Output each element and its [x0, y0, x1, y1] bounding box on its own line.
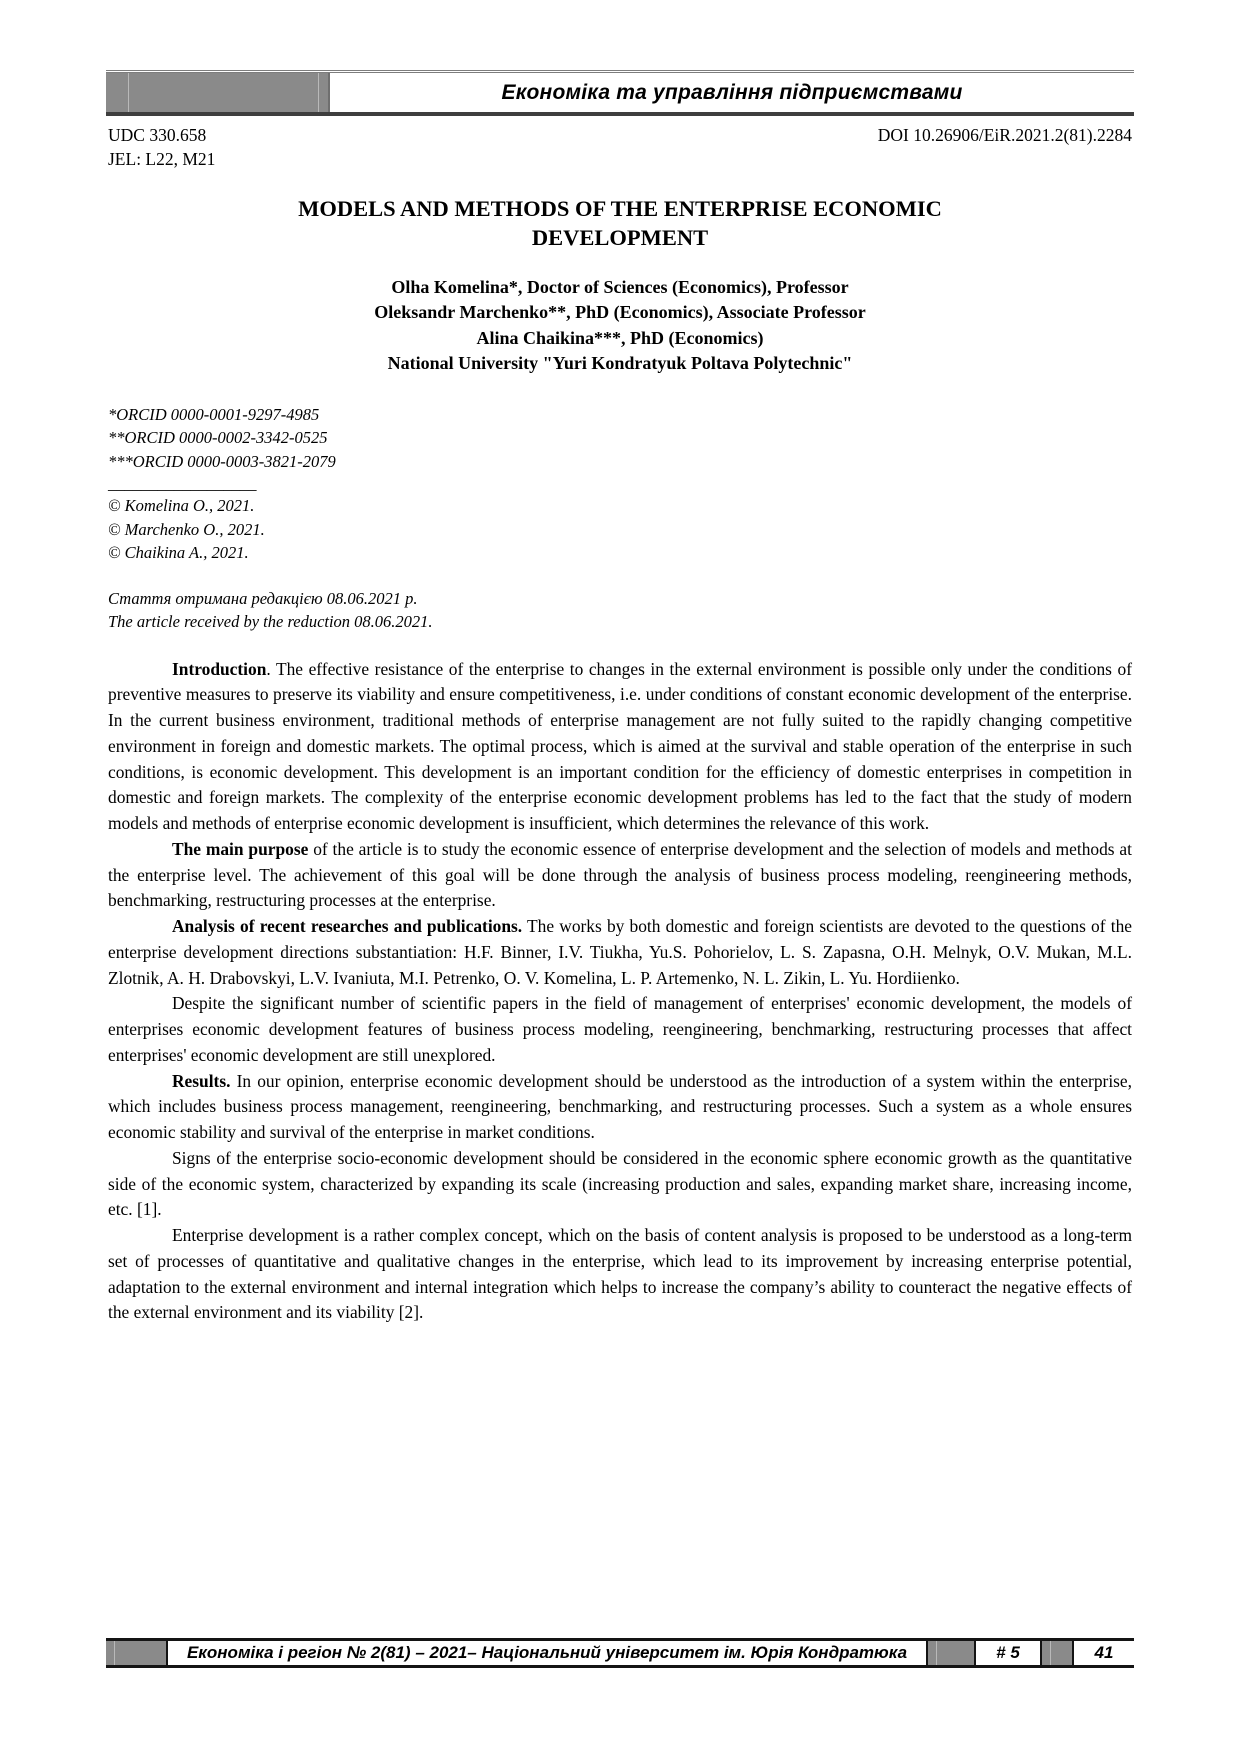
paragraph-text: In our opinion, enterprise economic development should be understood as the introduction of a system within the enterprise, which includes business process management, reengineering, benchmarking, and restructuring processes. Such a system as a whole ensures economic stability and survival of the enterprise in market conditions. [108, 1070, 1132, 1143]
jel-code: JEL: L22, M21 [108, 148, 216, 169]
copyright-block [108, 494, 1132, 564]
orcid-line: ***ORCID 0000-0003-3821-2079 [108, 451, 336, 471]
article-title-line-2: DEVELOPMENT [531, 225, 709, 251]
udc-code: UDC 330.658 [108, 125, 207, 145]
author-line: Oleksandr Marchenko**, PhD (Economics), Associate Professor [374, 302, 866, 323]
copyright-line: © Komelina O., 2021. [108, 496, 255, 516]
classification-codes [108, 124, 215, 171]
footer-gray-cell [1040, 1641, 1074, 1665]
page-footer-bar [106, 1638, 1134, 1668]
paragraph-lead: Results. [172, 1070, 231, 1091]
orcid-line: *ORCID 0000-0001-9297-4985 [108, 405, 320, 425]
header-gray-cell [106, 73, 330, 112]
article-title [108, 195, 1132, 253]
paragraph-text: of the article is to study the economic essence of enterprise development and the selection of models and methods at the enterprise level. The achievement of this goal will be done through the analysis of business process modeling, reengineering methods, benchmarking, restructuring processes at the enterprise. [108, 838, 1132, 911]
orcid-line: **ORCID 0000-0002-3342-0525 [108, 428, 328, 448]
section-title: Економіка та управління підприємствами [330, 73, 1134, 112]
doi-code: DOI 10.26906/EiR.2021.2(81).2284 [877, 125, 1132, 145]
affiliation-line: National University "Yuri Kondratyuk Poltava Polytechnic" [387, 353, 853, 374]
paragraph-text: The works by both domestic and foreign scientists are devoted to the questions of the enterprise development directions substantiation: H.F. Binner, I.V. Tiukha, Yu.S. Pohorielov, L. S. Zapasna, O.H. Melnyk, O.V. Mukan, M.L. Zlotnik, A. H. Drabovskyi, L.V. Ivaniuta, M.I. Petrenko, O. V. Komelina, L. P. Artemenko, N. L. Zikin, L. Yu. Hordiienko. [108, 916, 1132, 988]
author-line: Olha Komelina*, Doctor of Sciences (Economics), Professor [391, 276, 849, 297]
orcid-block [108, 403, 1132, 473]
paragraph-text: Despite the significant number of scientific papers in the field of management of enterprises' economic development, the models of enterprises economic development features of business process modeling, reengineering, benchmarking, restructuring processes that affect enterprises' economic development are still unexplored. [108, 993, 1132, 1065]
article-meta-row [108, 124, 1132, 171]
footer-issue-number: # 5 [976, 1641, 1040, 1665]
paragraph-analysis [108, 914, 1132, 991]
paragraph-text: Enterprise development is a rather complex concept, which on the basis of content analysis is proposed to be understood as a long-term set of processes of quantitative and qualitative changes in the enterprise, which lead to its improvement by increasing enterprise potential, adaptation to the external environment and internal integration which helps to increase the company’s ability to counteract the negative effects of the external environment and its viability [2]. [108, 1225, 1132, 1323]
footer-page-number: 41 [1074, 1641, 1134, 1665]
paragraph-introduction [108, 657, 1132, 837]
paragraph-signs [108, 1146, 1132, 1223]
paragraph-main-purpose [108, 837, 1132, 914]
paragraph-lead: Introduction [172, 658, 267, 679]
paragraph-text: Signs of the enterprise socio-economic development should be considered in the economic sphere economic growth as the quantitative side of the economic system, characterized by expanding its scale (increasing production and sales, expanding market share, increasing income, etc. [1]. [108, 1147, 1132, 1220]
author-line: Alina Chaikina***, PhD (Economics) [476, 327, 764, 348]
page-content [108, 124, 1132, 1326]
paragraph-enterprise-development [108, 1223, 1132, 1326]
paragraph-text: . The effective resistance of the enterprise to changes in the external environment is possible only under the conditions of preventive measures to preserve its viability and ensure competitiveness, i.e. under conditions of constant economic development of the enterprise. In the current business environment, traditional methods of enterprise management are not fully suited to the rapidly changing competitive environment in foreign and domestic markets. The optimal process, which is aimed at the survival and stable operation of the enterprise in such conditions, is economic development. This development is an important condition for the efficiency of domestic enterprises in competition in domestic and foreign markets. The complexity of the enterprise economic development problems has led to the fact that the study of modern models and methods of enterprise economic development is insufficient, which determines the relevance of this work. [108, 658, 1132, 834]
paragraph-despite [108, 991, 1132, 1068]
received-date-ua: Стаття отримана редакцією 08.06.2021 р. [108, 588, 418, 608]
paragraph-lead: The main purpose [172, 838, 309, 859]
article-body [108, 657, 1132, 1327]
paragraph-results [108, 1069, 1132, 1146]
article-title-line-1: MODELS AND METHODS OF THE ENTERPRISE ECONOMIC [298, 196, 942, 222]
received-block [108, 587, 1132, 634]
copyright-line: © Marchenko O., 2021. [108, 519, 265, 539]
copyright-line: © Chaikina A., 2021. [108, 543, 249, 563]
footer-gray-cell [926, 1641, 976, 1665]
footer-gray-cell [106, 1641, 168, 1665]
footnote-separator: __________________ [108, 474, 257, 494]
paragraph-lead: Analysis of recent researches and publications. [172, 916, 523, 937]
journal-section-bar [106, 70, 1134, 116]
footer-journal-info: Економіка і регіон № 2(81) – 2021– Національний університет ім. Юрія Кондратюка [168, 1641, 926, 1665]
received-date-en: The article received by the reduction 08.06.2021. [108, 612, 433, 632]
authors-block [108, 275, 1132, 377]
